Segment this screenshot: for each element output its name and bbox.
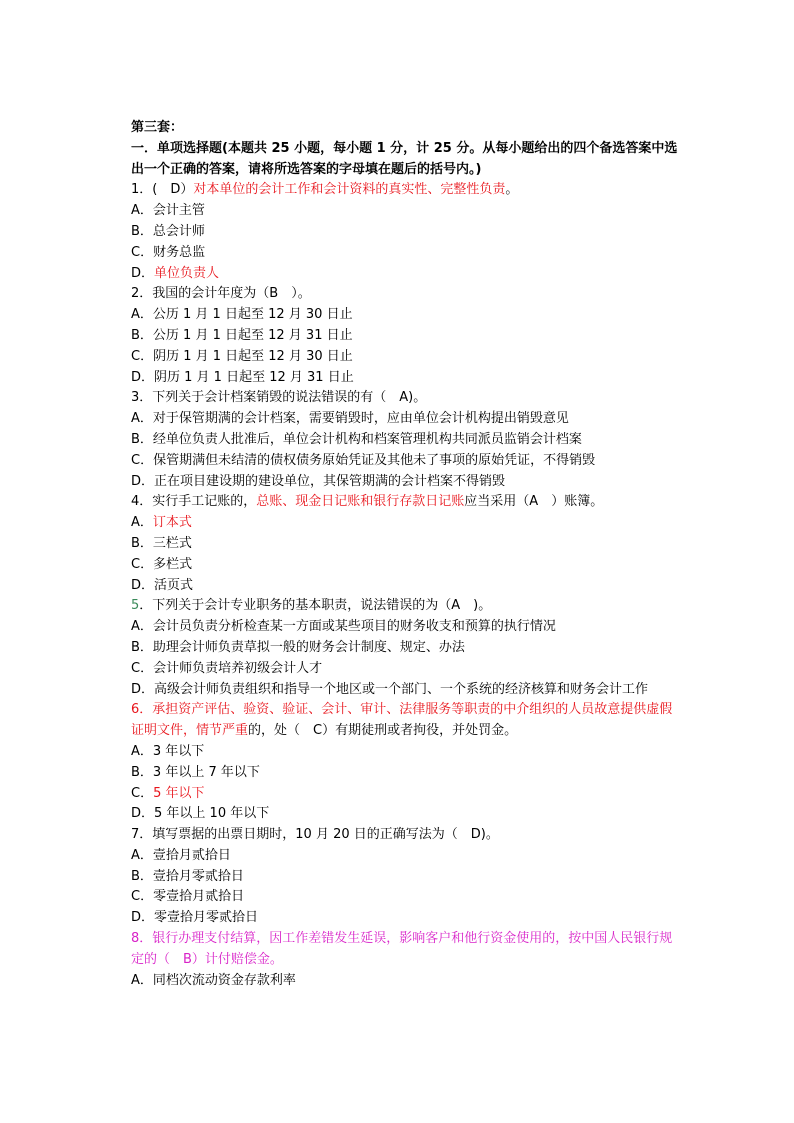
question-6-stem-highlight: 6．承担资产评估、验资、验证、会计、审计、法律服务等职责的中介组织的人员故意提供虚假证明文件，情节严重 [131,702,673,739]
question-1-number: 1．( D） [131,182,194,198]
question-6-option-c-answer: 5 年以下 [153,785,205,801]
question-6-stem-end: 的，处（ C）有期徒刑或者拘役，并处罚金。 [248,723,518,739]
question-2-option-d: D．阴历 1 月 1 日起至 12 月 31 日止 [131,369,354,385]
question-4-stem-end: 应当采用（A ）账簿。 [464,494,604,510]
question-3-option-c: C．保管期满但未结清的债权债务原始凭证及其他未了事项的原始凭证，不得销毁 [131,452,596,468]
question-8-stem: 8．银行办理支付结算，因工作差错发生延误，影响客户和他行资金使用的，按中国人民银行规定的（ B）计付赔偿金。 [131,931,673,967]
question-6-stem [131,700,681,742]
question-5-number: 5 [131,598,140,614]
question-4-option-a-answer: 订本式 [152,515,192,531]
question-4-option-a: A．订本式 [131,515,192,531]
question-4-option-b: B．三栏式 [131,535,192,551]
question-3-option-d: D．正在项目建设期的建设单位，其保管期满的会计档案不得销毁 [131,473,506,489]
question-4-option-c: C．多栏式 [131,556,193,572]
question-1-end: 。 [505,182,519,198]
document-page [131,118,681,991]
question-5-option-d: D．高级会计师负责组织和指导一个地区或一个部门、一个系统的经济核算和财务会计工作 [131,681,649,697]
question-1-option-b: B．总会计师 [131,223,205,239]
question-6-option-a: A．3 年以下 [131,743,205,759]
question-4-stem-highlight: 总账、现金日记账和银行存款日记账 [256,494,465,510]
question-8-option-a: A．同档次流动资金存款利率 [131,972,296,988]
question-7-option-d: D．零壹拾月零贰拾日 [131,910,259,926]
question-2-option-c: C．阴历 1 月 1 日起至 12 月 30 日止 [131,348,353,364]
question-1-stem [131,180,681,201]
document-title: 第三套： [131,120,184,135]
question-7-option-a: A．壹拾月贰拾日 [131,847,231,863]
question-5-text: ．下列关于会计专业职务的基本职责，说法错误的为（A )。 [139,598,492,614]
question-2-stem: 2．我国的会计年度为（B ）。 [131,286,311,302]
question-7-option-c: C．零壹拾月贰拾日 [131,889,245,905]
question-3-option-a: A．对于保管期满的会计档案，需要销毁时，应由单位会计机构提出销毁意见 [131,411,569,427]
question-5-option-c: C．会计师负责培养初级会计人才 [131,660,323,676]
question-1-option-d: D．单位负责人 [131,265,220,281]
question-2-option-a: A．公历 1 月 1 日起至 12 月 30 日止 [131,307,353,323]
question-2-option-b: B．公历 1 月 1 日起至 12 月 31 日止 [131,327,353,343]
question-7-option-b: B．壹拾月零贰拾日 [131,868,244,884]
question-6-option-c: C．5 年以下 [131,785,205,801]
question-5-option-a: A．会计员负责分析检查某一方面或某些项目的财务收支和预算的执行情况 [131,619,556,635]
question-3-stem: 3．下列关于会计档案销毁的说法错误的有（ A)。 [131,390,427,406]
question-4-stem [131,492,681,513]
question-5-option-b: B．助理会计师负责草拟一般的财务会计制度、规定、办法 [131,639,465,655]
question-4-option-d: D．活页式 [131,577,194,593]
question-3-option-b: B．经单位负责人批准后，单位会计机构和档案管理机构共同派员监销会计档案 [131,431,582,447]
question-1-text: 对本单位的会计工作和会计资料的真实性、完整性负责 [193,182,506,198]
question-4-stem-start: 4．实行手工记账的， [131,494,257,510]
question-1-option-a: A．会计主管 [131,203,205,219]
question-7-stem: 7．填写票据的出票日期时，10 月 20 日的正确写法为（ D)。 [131,827,499,843]
question-5-stem [131,596,681,617]
question-1-option-c: C．财务总监 [131,244,206,260]
question-1-option-d-answer: 单位负责人 [154,265,220,281]
question-6-option-b: B．3 年以上 7 年以下 [131,764,260,780]
question-6-option-d: D．5 年以上 10 年以下 [131,806,270,822]
section-heading: 一．单项选择题(本题共 25 小题，每小题 1 分，计 25 分。从每小题给出的四个备选答案中选出一个正确的答案，请将所选答案的字母填在题后的括号内。) [131,140,678,177]
